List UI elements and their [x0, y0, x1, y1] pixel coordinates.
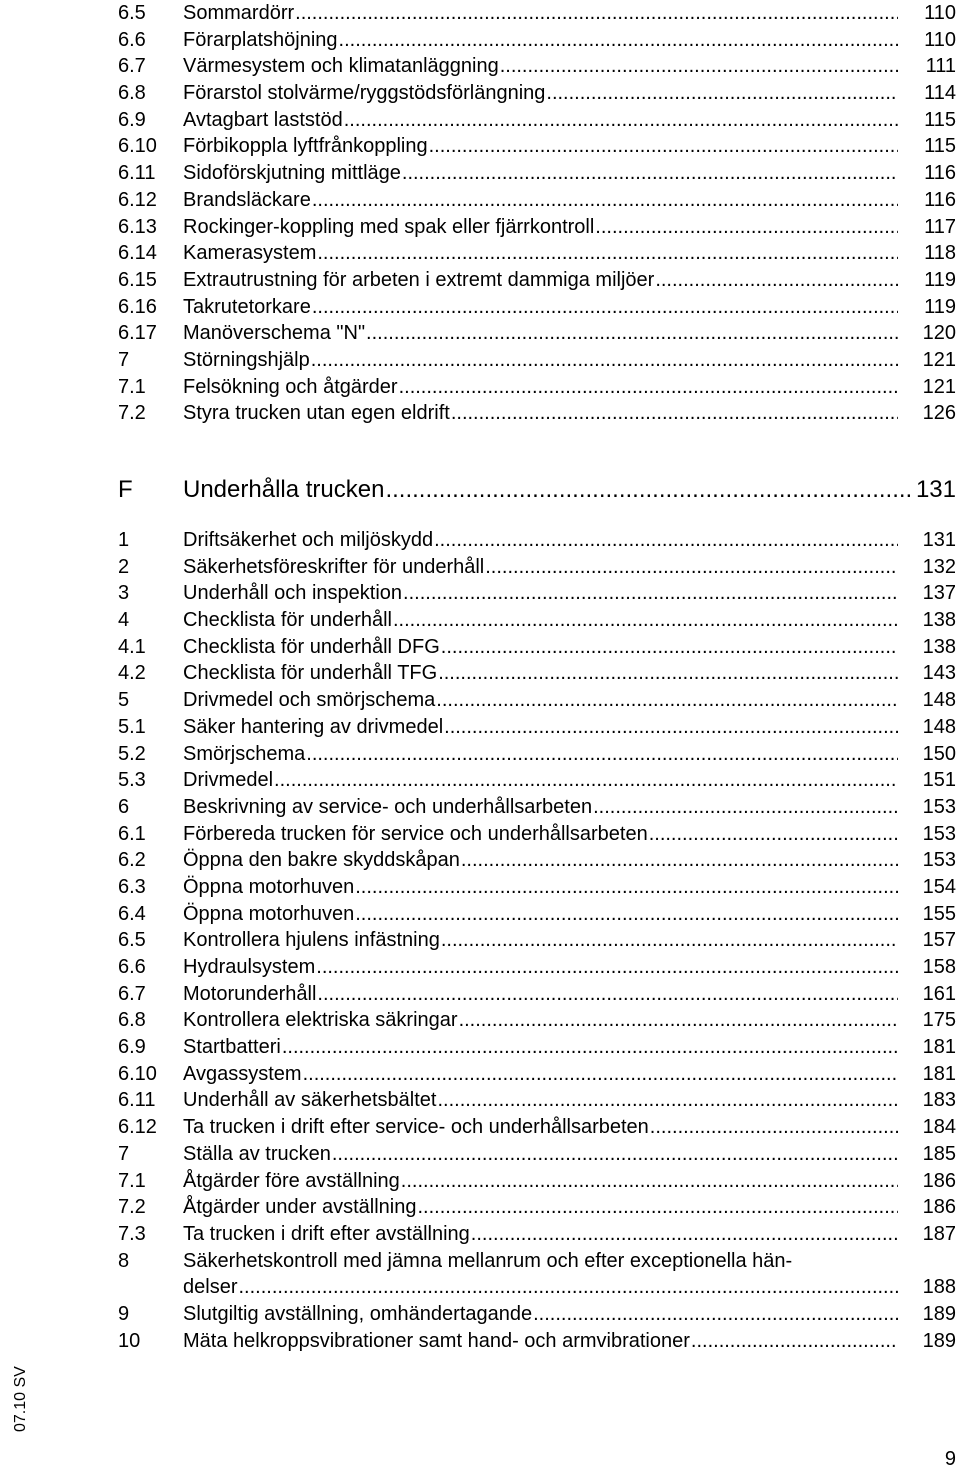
entry-title: Förbikoppla lyftfrånkoppling [183, 135, 428, 158]
entry-number: 6.8 [118, 1009, 146, 1032]
dot-leader [183, 794, 898, 821]
entry-page: 151 [922, 769, 956, 792]
entry-page: 116 [924, 188, 956, 211]
entry-number: 6.10 [118, 135, 157, 158]
entry-number: 4 [118, 609, 130, 632]
toc-entry [118, 580, 956, 607]
toc-entry [118, 1301, 956, 1328]
dot-leader [183, 847, 898, 874]
entry-title: Avgassystem [183, 1062, 302, 1085]
entry-number: 6.9 [118, 108, 146, 131]
dot-leader [183, 660, 898, 687]
entry-number: 9 [118, 1302, 130, 1325]
entry-number: 6.5 [118, 2, 146, 24]
toc-entry [118, 80, 956, 107]
entry-number: 6.6 [118, 956, 146, 978]
entry-title: Åtgärder under avställning [183, 1196, 417, 1219]
dot-leader [183, 981, 898, 1008]
entry-title: Förbereda trucken för service och underhållsarbeten [183, 822, 648, 845]
entry-title: Drivmedel och smörjschema [183, 689, 436, 712]
dot-leader [183, 347, 898, 374]
entry-number: 7.1 [118, 1169, 146, 1192]
dot-leader [183, 741, 898, 768]
entry-number: 7.2 [118, 402, 146, 425]
entry-title: Beskrivning av service- och underhållsarbeten [183, 795, 593, 818]
entry-number: 6.2 [118, 849, 146, 872]
entry-title: Driftsäkerhet och miljöskydd [183, 529, 434, 551]
section-heading [118, 474, 956, 506]
toc-entry [118, 27, 956, 54]
entry-page: 131 [922, 529, 956, 551]
entry-title: Brandsläckare [183, 188, 311, 211]
dot-leader [183, 1141, 898, 1168]
toc-entry [118, 527, 956, 554]
entry-page: 183 [922, 1089, 956, 1112]
toc-entry [118, 1114, 956, 1141]
entry-page: 154 [922, 875, 956, 898]
page-number: 9 [944, 1448, 956, 1470]
section-page: 131 [915, 476, 956, 503]
toc-entry [118, 607, 956, 634]
entry-page: 110 [924, 2, 956, 24]
toc-entry [118, 847, 956, 874]
entry-title: Underhåll av säkerhetsbältet [183, 1089, 437, 1112]
entry-page: 120 [922, 322, 956, 345]
dot-leader [183, 27, 898, 54]
dot-leader [183, 474, 912, 506]
entry-page: 110 [924, 28, 956, 51]
entry-title: delser [183, 1276, 238, 1299]
dot-leader [183, 580, 898, 607]
dot-leader [183, 160, 898, 187]
entry-title: Styra trucken utan egen eldrift [183, 402, 450, 425]
dot-leader [183, 901, 898, 928]
entry-page: 143 [922, 662, 956, 685]
dot-leader [183, 1034, 898, 1061]
dot-leader [183, 187, 898, 214]
entry-number: 6.1 [118, 822, 146, 845]
entry-number: 7.1 [118, 375, 146, 398]
dot-leader [183, 1221, 898, 1248]
entry-page: 175 [922, 1009, 956, 1032]
entry-page: 158 [922, 956, 956, 978]
entry-number: 10 [118, 1329, 141, 1352]
dot-leader [183, 107, 898, 134]
toc-entry [118, 347, 956, 374]
entry-page: 157 [922, 929, 956, 952]
entry-title-line1: Säkerhetskontroll med jämna mellanrum och efter exceptionella hän- [183, 1249, 793, 1272]
entry-title: Åtgärder före avställning [183, 1169, 400, 1192]
dot-leader [183, 634, 898, 661]
entry-page: 189 [922, 1329, 956, 1352]
toc-entry [118, 714, 956, 741]
entry-number: 8 [118, 1249, 130, 1272]
dot-leader [183, 554, 898, 581]
dot-leader [183, 0, 898, 27]
dot-leader [183, 1301, 898, 1328]
entry-number: 5.1 [118, 715, 146, 738]
dot-leader [183, 527, 898, 554]
dot-leader [183, 687, 898, 714]
entry-number: 6.3 [118, 875, 146, 898]
dot-leader [183, 214, 898, 241]
toc-entry [118, 554, 956, 581]
dot-leader [183, 767, 898, 794]
entry-number: 6.11 [118, 1089, 156, 1112]
entry-page: 111 [925, 55, 956, 78]
entry-number: 5 [118, 689, 130, 712]
entry-page: 138 [922, 635, 956, 658]
entry-number: 6.13 [118, 215, 157, 238]
entry-title: Slutgiltig avställning, omhändertagande [183, 1302, 533, 1325]
entry-number: 6.4 [118, 902, 146, 925]
entry-number: 5.2 [118, 742, 146, 765]
entry-page: 137 [922, 582, 956, 605]
entry-title: Ta trucken i drift efter avställning [183, 1222, 470, 1245]
toc-entry [118, 874, 956, 901]
toc-entry [118, 53, 956, 80]
dot-leader [183, 267, 898, 294]
entry-title: Startbatteri [183, 1036, 281, 1059]
entry-page: 119 [924, 295, 956, 318]
entry-page: 138 [922, 609, 956, 632]
entry-number: 7.2 [118, 1196, 146, 1219]
entry-page: 116 [924, 162, 956, 185]
entry-page: 118 [924, 242, 956, 265]
entry-number: 6.12 [118, 188, 157, 211]
entry-title: Förarplatshöjning [183, 28, 338, 51]
toc-entry [118, 400, 956, 427]
entry-page: 181 [922, 1062, 956, 1085]
entry-number: 7 [118, 348, 130, 371]
entry-page: 187 [922, 1222, 956, 1245]
dot-leader [183, 133, 898, 160]
dot-leader [183, 1274, 898, 1301]
entry-title: Ställa av trucken [183, 1142, 331, 1165]
entry-number: 3 [118, 582, 130, 605]
dot-leader [183, 1194, 898, 1221]
entry-title: Extrautrustning för arbeten i extremt dammiga miljöer [183, 268, 655, 291]
entry-number: 6.9 [118, 1036, 146, 1059]
dot-leader [183, 294, 898, 321]
entry-title: Mäta helkroppsvibrationer samt hand- och armvibrationer [183, 1329, 690, 1352]
toc-entry [118, 0, 956, 27]
entry-number: 6.17 [118, 322, 157, 345]
entry-title: Sommardörr [183, 2, 295, 24]
toc-entry [118, 1007, 956, 1034]
entry-number: 6.12 [118, 1116, 157, 1139]
toc-entry [118, 320, 956, 347]
entry-number: 6.8 [118, 82, 146, 105]
dot-leader [183, 714, 898, 741]
entry-title: Checklista för underhåll DFG [183, 635, 440, 658]
document-code: 07.10 SV [12, 1366, 29, 1432]
toc-entry [118, 634, 956, 661]
entry-page: 153 [922, 822, 956, 845]
entry-page: 114 [924, 82, 956, 105]
dot-leader [183, 240, 898, 267]
toc-entry [118, 107, 956, 134]
entry-title: Takrutetorkare [183, 295, 311, 318]
entry-title: Kamerasystem [183, 242, 317, 265]
toc-entry [118, 374, 956, 401]
entry-page: 188 [922, 1276, 956, 1299]
entry-title: Förarstol stolvärme/ryggstödsförlängning [183, 82, 546, 105]
dot-leader [183, 821, 898, 848]
entry-title: Öppna motorhuven [183, 902, 355, 925]
entry-page: 115 [924, 135, 956, 158]
entry-page: 186 [922, 1196, 956, 1219]
entry-number: 6.6 [118, 28, 146, 51]
entry-number: 2 [118, 555, 130, 578]
dot-leader [183, 607, 898, 634]
entry-page: 121 [922, 375, 956, 398]
dot-leader [183, 927, 898, 954]
toc-entry [118, 927, 956, 954]
entry-number: 6 [118, 795, 130, 818]
entry-number: 6.11 [118, 162, 156, 185]
toc-entry [118, 1087, 956, 1114]
entry-title: Checklista för underhåll TFG [183, 662, 438, 685]
toc-entry [118, 660, 956, 687]
entry-number: 6.5 [118, 929, 146, 952]
entry-page: 150 [922, 742, 956, 765]
entry-page: 132 [922, 555, 956, 578]
toc-entry [118, 187, 956, 214]
toc-entry [118, 160, 956, 187]
entry-number: 6.10 [118, 1062, 157, 1085]
entry-title: Motorunderhåll [183, 982, 317, 1005]
entry-number: 4.1 [118, 635, 146, 658]
entry-title: Säker hantering av drivmedel [183, 715, 444, 738]
toc-entry [118, 294, 956, 321]
entry-number: 6.16 [118, 295, 157, 318]
entry-page: 126 [922, 402, 956, 425]
entry-title: Rockinger-koppling med spak eller fjärrkontroll [183, 215, 595, 238]
toc-entry [118, 1248, 956, 1301]
entry-page: 148 [922, 689, 956, 712]
toc-entry [118, 1221, 956, 1248]
toc-entry [118, 1061, 956, 1088]
toc-entry [118, 767, 956, 794]
entry-number: 6.14 [118, 242, 157, 265]
toc-entry [118, 954, 956, 981]
dot-leader [183, 80, 898, 107]
entry-number: 5.3 [118, 769, 146, 792]
section-title: Underhålla trucken [183, 476, 385, 503]
toc-entry [118, 741, 956, 768]
entry-page: 115 [924, 108, 956, 131]
toc-entry [118, 214, 956, 241]
entry-page: 161 [922, 982, 956, 1005]
dot-leader [183, 1061, 898, 1088]
dot-leader [183, 1328, 898, 1355]
dot-leader [183, 374, 898, 401]
dot-leader [183, 1007, 898, 1034]
toc-entry [118, 1194, 956, 1221]
dot-leader [183, 1114, 898, 1141]
entry-page: 185 [922, 1142, 956, 1165]
entry-page: 155 [922, 902, 956, 925]
entry-title: Felsökning och åtgärder [183, 375, 398, 398]
entry-page: 119 [924, 268, 956, 291]
dot-leader [183, 53, 898, 80]
entry-title: Öppna motorhuven [183, 875, 355, 898]
entry-title: Drivmedel [183, 769, 274, 792]
entry-title: Störningshjälp [183, 348, 310, 371]
entry-title: Checklista för underhåll [183, 609, 392, 632]
entry-title: Ta trucken i drift efter service- och underhållsarbeten [183, 1116, 649, 1139]
dot-leader [183, 1087, 898, 1114]
toc-main-list [118, 527, 956, 1354]
toc-entry [118, 1141, 956, 1168]
entry-title: Hydraulsystem [183, 956, 316, 978]
entry-title: Kontrollera hjulens infästning [183, 929, 440, 952]
entry-page: 186 [922, 1169, 956, 1192]
toc-entry [118, 1328, 956, 1355]
toc-entry [118, 901, 956, 928]
toc-entry [118, 1168, 956, 1195]
dot-leader [183, 400, 898, 427]
toc-entry [118, 240, 956, 267]
toc-entry [118, 267, 956, 294]
toc-entry [118, 1034, 956, 1061]
entry-title: Smörjschema [183, 742, 306, 765]
entry-number: 1 [118, 529, 130, 551]
toc-top-list [118, 0, 956, 427]
entry-title: Manöverschema "N" [183, 322, 366, 345]
entry-page: 181 [922, 1036, 956, 1059]
entry-title: Värmesystem och klimatanläggning [183, 55, 499, 78]
entry-page: 121 [922, 348, 956, 371]
entry-number: 6.7 [118, 982, 146, 1005]
section-number: F [118, 476, 133, 503]
entry-page: 153 [922, 795, 956, 818]
entry-title: Kontrollera elektriska säkringar [183, 1009, 458, 1032]
dot-leader [183, 320, 898, 347]
entry-page: 189 [922, 1302, 956, 1325]
entry-number: 7.3 [118, 1222, 146, 1245]
entry-title: Säkerhetsföreskrifter för underhåll [183, 555, 485, 578]
entry-title: Underhåll och inspektion [183, 582, 403, 605]
entry-page: 117 [924, 215, 956, 238]
toc-entry [118, 821, 956, 848]
entry-page: 153 [922, 849, 956, 872]
entry-title: Sidoförskjutning mittläge [183, 162, 401, 185]
toc-entry [118, 687, 956, 714]
toc-entry [118, 981, 956, 1008]
entry-title: Öppna den bakre skyddskåpan [183, 849, 460, 872]
dot-leader [183, 1168, 898, 1195]
entry-title: Avtagbart laststöd [183, 108, 343, 131]
toc-entry [118, 133, 956, 160]
entry-number: 6.7 [118, 55, 146, 78]
entry-number: 7 [118, 1142, 130, 1165]
entry-page: 148 [922, 715, 956, 738]
dot-leader [183, 874, 898, 901]
dot-leader [183, 954, 898, 981]
entry-page: 184 [922, 1116, 956, 1139]
toc-entry [118, 794, 956, 821]
entry-number: 4.2 [118, 662, 146, 685]
entry-number: 6.15 [118, 268, 157, 291]
